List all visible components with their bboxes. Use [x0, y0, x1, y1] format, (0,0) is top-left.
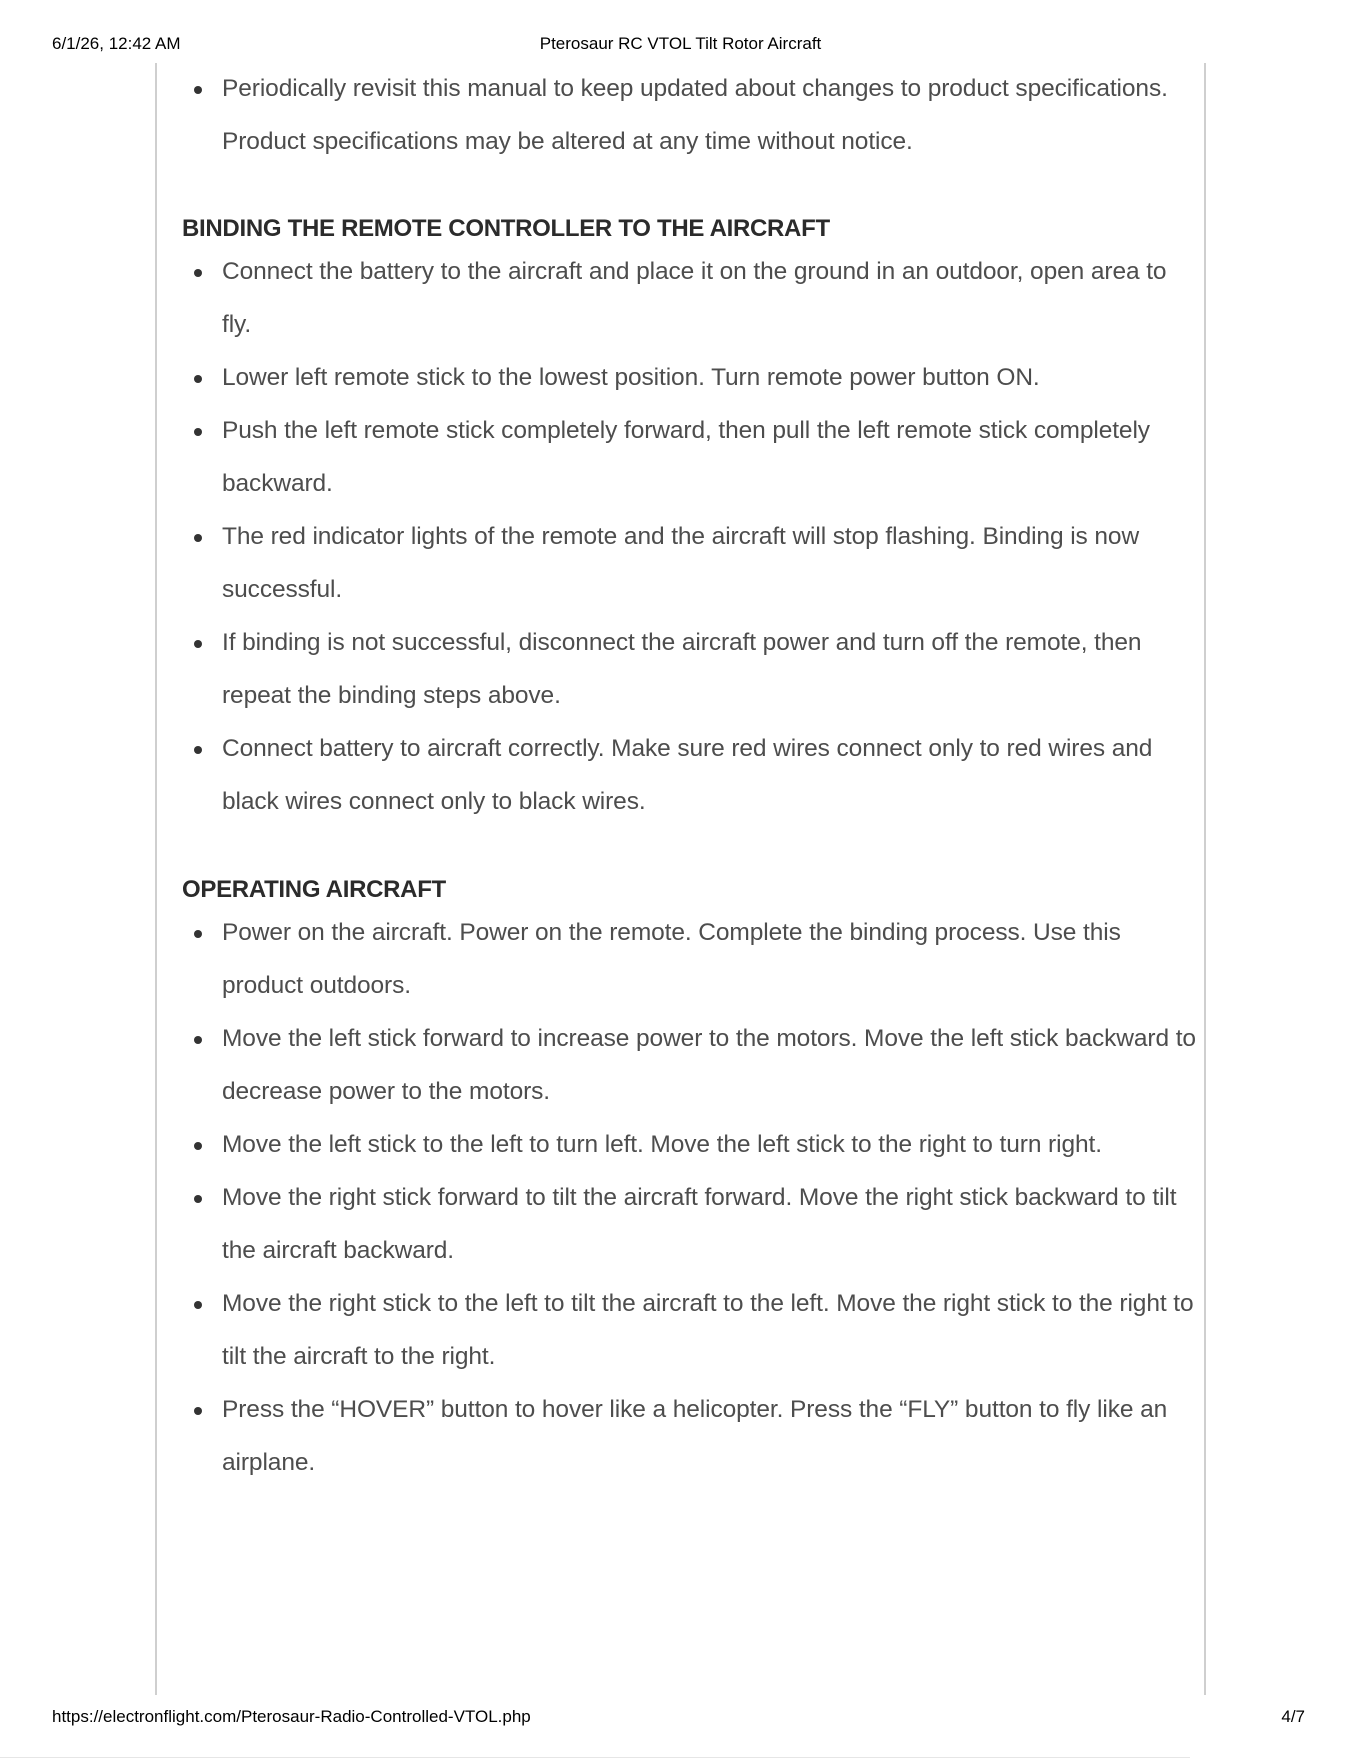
bullet-icon	[194, 1301, 202, 1309]
list-item	[182, 1012, 1202, 1118]
list-item	[182, 245, 1202, 351]
list-item	[182, 1277, 1202, 1383]
list-item-text: Lower left remote stick to the lowest position. Turn remote power button ON.	[222, 364, 1040, 391]
list-item-text: Periodically revisit this manual to keep updated about changes to product specifications. Product specifications may be altered at any time without notice.	[222, 75, 1168, 155]
bullet-icon	[194, 1195, 202, 1203]
bullet-icon	[194, 86, 202, 94]
list-item-text: The red indicator lights of the remote and the aircraft will stop flashing. Binding is now successful.	[222, 523, 1140, 603]
list-item-text: Connect battery to aircraft correctly. Make sure red wires connect only to red wires and black wires connect only to black wires.	[222, 735, 1153, 815]
list-item	[182, 722, 1202, 828]
list-item	[182, 906, 1202, 1012]
bullet-icon	[194, 534, 202, 542]
bullet-icon	[194, 640, 202, 648]
print-footer-url: https://electronflight.com/Pterosaur-Radio-Controlled-VTOL.php	[52, 1707, 531, 1726]
content-left-border	[155, 63, 157, 1695]
content-right-border	[1204, 63, 1206, 1695]
section-heading-binding: BINDING THE REMOTE CONTROLLER TO THE AIRCRAFT	[182, 215, 830, 242]
bullet-icon	[194, 930, 202, 938]
page-content	[182, 62, 1202, 1489]
list-item-text: Move the right stick to the left to tilt the aircraft to the left. Move the right stick to the right to tilt the aircraft to the right.	[222, 1290, 1194, 1370]
list-item	[182, 616, 1202, 722]
bullet-icon	[194, 1036, 202, 1044]
page-bottom-divider	[0, 1757, 1190, 1758]
list-item	[182, 351, 1202, 404]
list-item-text: Move the right stick forward to tilt the aircraft forward. Move the right stick backward to tilt the aircraft backward.	[222, 1184, 1177, 1264]
bullet-icon	[194, 375, 202, 383]
list-item-text: Connect the battery to the aircraft and place it on the ground in an outdoor, open area to fly.	[222, 258, 1167, 338]
print-header-datetime: 6/1/26, 12:42 AM	[52, 34, 181, 53]
operating-steps-list	[182, 906, 1202, 1489]
list-item-text: If binding is not successful, disconnect the aircraft power and turn off the remote, then repeat the binding steps above.	[222, 629, 1142, 709]
list-item-text: Move the left stick forward to increase power to the motors. Move the left stick backward to decrease power to the motors.	[222, 1025, 1196, 1105]
print-footer-page-number: 4/7	[1281, 1707, 1305, 1726]
print-header-title: Pterosaur RC VTOL Tilt Rotor Aircraft	[539, 34, 822, 53]
bullet-icon	[194, 1142, 202, 1150]
bullet-icon	[194, 1407, 202, 1415]
list-item-text: Press the “HOVER” button to hover like a helicopter. Press the “FLY” button to fly like an airplane.	[222, 1396, 1168, 1476]
bullet-icon	[194, 746, 202, 754]
list-item	[182, 62, 1202, 168]
list-item	[182, 1118, 1202, 1171]
list-item	[182, 1383, 1202, 1489]
list-item-text: Move the left stick to the left to turn left. Move the left stick to the right to turn right.	[222, 1131, 1102, 1158]
intro-list	[182, 62, 1202, 168]
binding-steps-list	[182, 245, 1202, 828]
list-item	[182, 1171, 1202, 1277]
bullet-icon	[194, 428, 202, 436]
bullet-icon	[194, 269, 202, 277]
list-item-text: Power on the aircraft. Power on the remote. Complete the binding process. Use this product outdoors.	[222, 919, 1121, 999]
list-item-text: Push the left remote stick completely forward, then pull the left remote stick completely backward.	[222, 417, 1150, 497]
section-heading-operating: OPERATING AIRCRAFT	[182, 876, 446, 903]
list-item	[182, 510, 1202, 616]
list-item	[182, 404, 1202, 510]
